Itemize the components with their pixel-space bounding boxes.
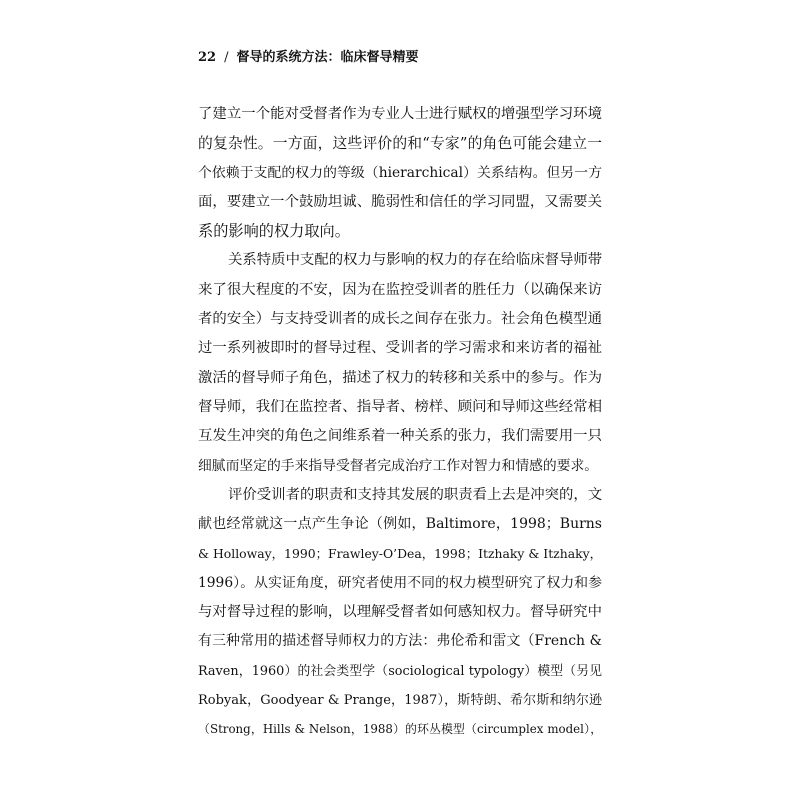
paragraph-first-line: 关系特质中支配的权力与影响的权力的存在给临床督导师带: [228, 252, 602, 269]
text-line: 激活的督导师子角色，描述了权力的转移和关系中的参与。作为: [198, 369, 602, 386]
text-line: 个依赖于支配的权力的等级（hierarchical）关系结构。但另一方: [198, 164, 602, 181]
text-line: Robyak，Goodyear & Prange，1987），斯特朗、希尔斯和纳尔逊: [198, 692, 602, 708]
text-line: 细腻而坚定的手来指导受督者完成治疗工作对智力和情感的要求。: [198, 457, 599, 474]
page-number: 22: [198, 50, 217, 65]
text-line: & Holloway，1990；Frawley-O’Dea，1998；Itzhaky & Itzhaky，: [198, 546, 602, 562]
text-line: 1996）。从实证角度，研究者使用不同的权力模型研究了权力和参: [198, 574, 602, 591]
text-line: Raven，1960）的社会类型学（sociological typology）模型（另见: [198, 663, 602, 679]
text-line: 面，要建立一个鼓励坦诚、脆弱性和信任的学习同盟，又需要关: [198, 193, 602, 210]
text-line: 了建立一个能对受督者作为专业人士进行赋权的增强型学习环境: [198, 106, 602, 122]
running-header: [198, 49, 618, 67]
body-text: [198, 100, 602, 745]
text-line: 督导师，我们在监控者、指导者、榜样、顾问和导师这些经常相: [198, 398, 602, 415]
text-line: 者的安全）与支持受训者的成长之间存在张力。社会角色模型通: [198, 311, 602, 328]
book-title: 督导的系统方法：临床督导精要: [236, 50, 419, 65]
text-line: 过一系列被即时的督导过程、受训者的学习需求和来访者的福祉: [198, 340, 602, 357]
text-line: 献也经常就这一点产生争论（例如，Baltimore，1998；Burns: [198, 516, 602, 533]
text-line: 的复杂性。一方面，这些评价的和“专家”的角色可能会建立一: [198, 135, 602, 153]
text-line: 来了很大程度的不安，因为在监控受训者的胜任力（以确保来访: [198, 281, 602, 298]
text-line: 有三种常用的描述督导师权力的方法：弗伦希和雷文（French &: [198, 633, 602, 650]
header-separator: /: [224, 50, 229, 65]
text-line: 互发生冲突的角色之间维系着一种关系的张力，我们需要用一只: [198, 428, 602, 445]
text-line: 与对督导过程的影响，以理解受督者如何感知权力。督导研究中: [198, 604, 602, 621]
paragraph-first-line: 评价受训者的职责和支持其发展的职责看上去是冲突的，文: [228, 486, 602, 503]
text-line: 系的影响的权力取向。: [198, 222, 350, 241]
text-line: （Strong，Hills & Nelson，1988）的环丛模型（circumplex model），: [198, 722, 602, 737]
